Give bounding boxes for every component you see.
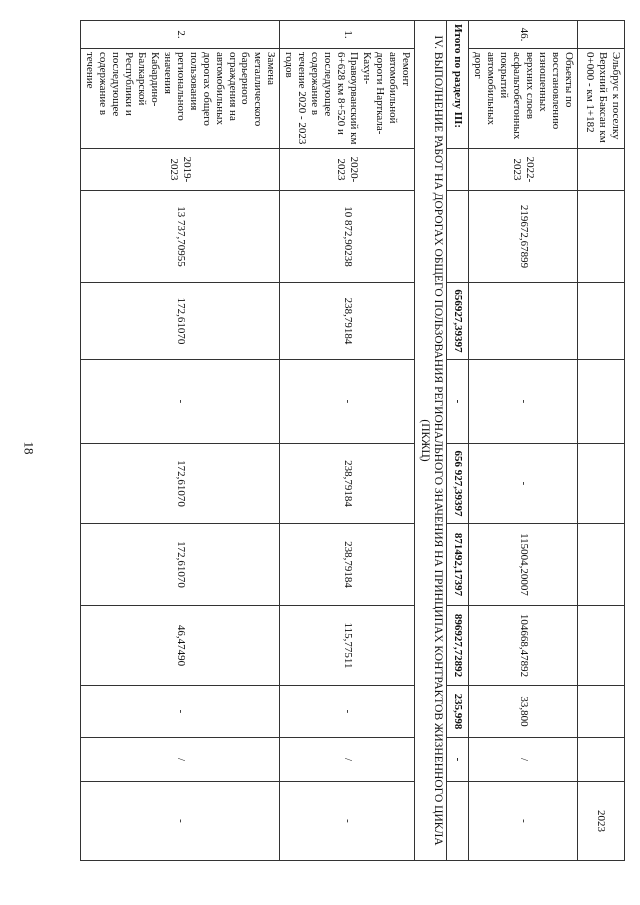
table-cell: 238,79184 [280, 283, 415, 360]
table-cell: 238,79184 [280, 444, 415, 524]
table-cell: 219672,67899 [469, 191, 578, 283]
table-cell: 235,998 [447, 686, 469, 738]
table-cell: 238,79184 [280, 524, 415, 606]
table-cell: 896927,72892 [447, 606, 469, 686]
table-cell: - [80, 686, 280, 738]
table-cell: - [469, 360, 578, 444]
table-cell [578, 360, 625, 444]
table-cell [447, 191, 469, 283]
table-cell: - [469, 444, 578, 524]
table-cell: 172,61070 [80, 283, 280, 360]
table-cell [578, 191, 625, 283]
table-cell: 2019-2023 [80, 149, 280, 191]
table-cell: / [469, 738, 578, 782]
table-cell [578, 149, 625, 191]
table-cell: 2023 [578, 782, 625, 861]
table-row [80, 21, 280, 861]
table-cell: Эльбрус к поселку Верхний Баксан км 0+000 - км 1+182 [578, 49, 625, 149]
table-cell: - [80, 782, 280, 861]
table-cell: Ремонт автомобильной дороги Нарткала-Кахун-Правоурванский км 6+628 км 8+520 и последующее содержание в течение 2020 - 2023 годов [280, 49, 415, 149]
table-cell: 2020-2023 [280, 149, 415, 191]
table-row [415, 21, 447, 861]
table-cell: Объекты по восстановлению изношенных верхних слоев асфальтобетонных покрытий автомобильных дорог [469, 49, 578, 149]
table-body [80, 21, 624, 861]
table-cell: 656 927,39397 [447, 444, 469, 524]
page-number: 18 [21, 441, 37, 455]
table-row [469, 21, 578, 861]
table-row [447, 21, 469, 861]
table-cell: / [80, 738, 280, 782]
table-cell: 46. [469, 21, 578, 49]
table-cell [578, 444, 625, 524]
table-cell [578, 21, 625, 49]
table-cell: / [280, 738, 415, 782]
table-cell: - [469, 782, 578, 861]
table-cell: 2. [80, 21, 280, 49]
table-cell [578, 738, 625, 782]
table-cell: 172,61070 [80, 444, 280, 524]
table-cell: Замена металлического барьерного ограждения на автомобильных дорогах общего пользования регионального значения Кабардино-Балкарской Республики и последующее содержание в течение [80, 49, 280, 149]
table-cell [578, 606, 625, 686]
table-cell: 115004,20007 [469, 524, 578, 606]
table-cell [578, 283, 625, 360]
budget-table-sheet [65, 20, 625, 860]
table-cell [578, 524, 625, 606]
table-cell [469, 283, 578, 360]
table-cell: 46,47490 [80, 606, 280, 686]
section-heading: IV. ВЫПОЛНЕНИЕ РАБОТ НА ДОРОГАХ ОБЩЕГО ПОЛЬЗОВАНИЯ РЕГИОНАЛЬНОГО ЗНАЧЕНИЯ НА ПРИНЦИПАХ КОНТРАКТОВ ЖИЗНЕННОГО ЦИКЛА (ПКЖЦ) [415, 21, 447, 861]
total-label: Итого по разделу III: [447, 21, 469, 149]
table-cell: 1. [280, 21, 415, 49]
table-cell: 33,800 [469, 686, 578, 738]
table-cell: 104668,47892 [469, 606, 578, 686]
table-cell: 10 872,90238 [280, 191, 415, 283]
table-cell: - [280, 360, 415, 444]
table-cell: - [280, 686, 415, 738]
table-cell: 871492,17397 [447, 524, 469, 606]
table-row [578, 21, 625, 861]
table-cell: 115,77511 [280, 606, 415, 686]
table-cell [447, 782, 469, 861]
table-cell: - [447, 738, 469, 782]
budget-table [80, 20, 625, 861]
table-cell: 2022-2023 [469, 149, 578, 191]
table-cell [447, 149, 469, 191]
table-cell: - [447, 360, 469, 444]
table-row [280, 21, 415, 861]
table-cell: 656927,39397 [447, 283, 469, 360]
table-cell: 13 737,70955 [80, 191, 280, 283]
table-cell: 172,61070 [80, 524, 280, 606]
table-cell [578, 686, 625, 738]
table-cell: - [280, 782, 415, 861]
table-cell: - [80, 360, 280, 444]
